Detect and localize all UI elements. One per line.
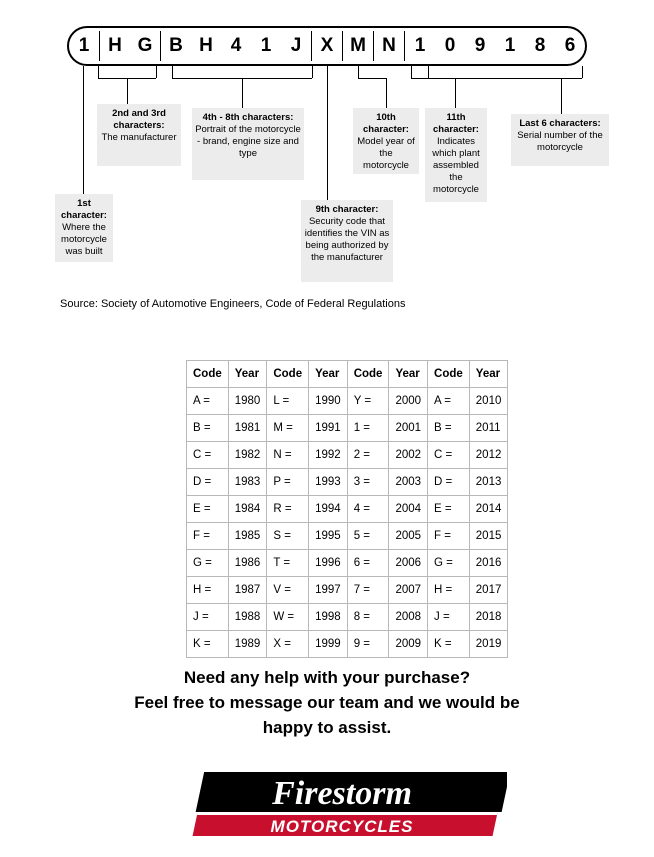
code-cell: H = (428, 577, 470, 604)
vin-diagram (0, 0, 654, 300)
callout-title: 9th character: (315, 204, 379, 215)
leader-line (358, 66, 359, 78)
code-cell: D = (187, 469, 229, 496)
year-cell: 1987 (228, 577, 267, 604)
year-cell: 2015 (469, 523, 508, 550)
callout-body: Security code that identifies the VIN as being authorized by the manufacturer (304, 216, 390, 263)
year-cell: 1992 (309, 442, 348, 469)
code-cell: G = (428, 550, 470, 577)
vin-char: J (290, 35, 302, 56)
column-header: Code (428, 361, 470, 388)
year-cell: 2017 (469, 577, 508, 604)
leader-line (327, 78, 328, 200)
year-cell: 1986 (228, 550, 267, 577)
vin-char: N (382, 35, 396, 56)
code-cell: K = (187, 631, 229, 658)
leader-line (561, 78, 562, 114)
callout-body: Portrait of the motorcycle - brand, engine size and type (195, 124, 301, 159)
year-cell: 1991 (309, 415, 348, 442)
year-cell: 1994 (309, 496, 348, 523)
logo-primary-text: Firestorm (272, 775, 412, 812)
callout-ninth-character (301, 200, 393, 282)
year-cell: 1997 (309, 577, 348, 604)
code-cell: 9 = (347, 631, 389, 658)
table-row (187, 388, 508, 415)
callout-second-third-characters (97, 104, 181, 166)
vin-char: H (108, 35, 122, 56)
callout-title: Last 6 characters: (519, 118, 601, 129)
source-note: Source: Society of Automotive Engineers, Code of Federal Regulations (60, 298, 406, 310)
vin-char: B (169, 35, 183, 56)
logo-secondary-text: MOTORCYCLES (270, 817, 414, 836)
callout-body: Model year of the motorcycle (357, 136, 415, 171)
table-row (187, 604, 508, 631)
leader-line (386, 78, 387, 108)
code-cell: D = (428, 469, 470, 496)
leader-line (242, 78, 243, 108)
year-cell: 2005 (389, 523, 428, 550)
year-cell: 2007 (389, 577, 428, 604)
year-cell: 2012 (469, 442, 508, 469)
vin-character-bar (67, 26, 587, 66)
year-cell: 2004 (389, 496, 428, 523)
code-cell: J = (187, 604, 229, 631)
code-cell: R = (267, 496, 309, 523)
year-cell: 2002 (389, 442, 428, 469)
callout-last-six-characters (511, 114, 609, 166)
year-cell: 2014 (469, 496, 508, 523)
vin-char: 1 (78, 35, 90, 56)
year-cell: 2009 (389, 631, 428, 658)
code-cell: E = (187, 496, 229, 523)
callout-first-character (55, 194, 113, 262)
callout-body: Where the motorcycle was built (61, 222, 107, 257)
year-cell: 1998 (309, 604, 348, 631)
code-cell: C = (428, 442, 470, 469)
year-cell: 1990 (309, 388, 348, 415)
table-row (187, 469, 508, 496)
code-cell: F = (428, 523, 470, 550)
year-cell: 2019 (469, 631, 508, 658)
code-cell: 4 = (347, 496, 389, 523)
leader-line (455, 78, 456, 108)
code-cell: 8 = (347, 604, 389, 631)
year-cell: 1999 (309, 631, 348, 658)
callout-title: 2nd and 3rd characters: (112, 108, 166, 131)
callout-body: Serial number of the motorcycle (517, 130, 603, 153)
code-cell: N = (267, 442, 309, 469)
callout-body: Indicates which plant assembled the motorcycle (432, 136, 480, 195)
column-header: Year (469, 361, 508, 388)
code-cell: L = (267, 388, 309, 415)
callout-body: The manufacturer (101, 132, 177, 143)
year-cell: 2006 (389, 550, 428, 577)
year-cell: 2000 (389, 388, 428, 415)
code-cell: J = (428, 604, 470, 631)
vin-char: 4 (230, 35, 242, 56)
year-cell: 1996 (309, 550, 348, 577)
year-cell: 2001 (389, 415, 428, 442)
bracket-line (428, 66, 429, 78)
help-line-1: Need any help with your purchase? (183, 668, 471, 687)
callout-fourth-eighth-characters (192, 108, 304, 180)
callout-tenth-character (353, 108, 419, 174)
year-cell: 1993 (309, 469, 348, 496)
column-header: Code (267, 361, 309, 388)
code-cell: F = (187, 523, 229, 550)
code-cell: H = (187, 577, 229, 604)
leader-line (358, 78, 386, 79)
vin-char: 1 (414, 35, 426, 56)
callout-title: 11th character: (433, 112, 479, 135)
year-cell: 1984 (228, 496, 267, 523)
year-cell: 1982 (228, 442, 267, 469)
code-cell: T = (267, 550, 309, 577)
firestorm-motorcycles-logo (177, 768, 507, 846)
vin-char: 9 (474, 35, 486, 56)
code-cell: 2 = (347, 442, 389, 469)
bracket-line (582, 66, 583, 78)
callout-eleventh-character (425, 108, 487, 202)
leader-line (411, 66, 412, 78)
callout-title: 1st character: (61, 198, 107, 221)
table-row (187, 577, 508, 604)
help-line-2: Feel free to message our team and we would be (134, 693, 520, 712)
model-year-code-table (186, 360, 508, 658)
code-cell: 3 = (347, 469, 389, 496)
vin-char: 6 (564, 35, 576, 56)
table-row (187, 496, 508, 523)
year-cell: 2011 (469, 415, 508, 442)
help-message (0, 665, 654, 740)
code-cell: V = (267, 577, 309, 604)
leader-line (83, 66, 84, 78)
vin-char: 1 (260, 35, 272, 56)
year-cell: 1980 (228, 388, 267, 415)
code-cell: K = (428, 631, 470, 658)
code-cell: B = (428, 415, 470, 442)
leader-line (83, 78, 84, 194)
table-header-row (187, 361, 508, 388)
code-cell: A = (428, 388, 470, 415)
table-row (187, 523, 508, 550)
bracket-line (312, 66, 313, 78)
code-cell: P = (267, 469, 309, 496)
bracket-line (98, 66, 99, 78)
column-header: Year (389, 361, 428, 388)
year-cell: 2010 (469, 388, 508, 415)
year-cell: 1988 (228, 604, 267, 631)
code-cell: 7 = (347, 577, 389, 604)
vin-char: 8 (534, 35, 546, 56)
bracket-line (156, 66, 157, 78)
vin-char: X (320, 35, 334, 56)
year-cell: 1983 (228, 469, 267, 496)
vin-char: G (137, 35, 153, 56)
column-header: Year (309, 361, 348, 388)
leader-line (127, 78, 128, 104)
code-cell: E = (428, 496, 470, 523)
code-cell: Y = (347, 388, 389, 415)
code-cell: B = (187, 415, 229, 442)
code-cell: 6 = (347, 550, 389, 577)
code-cell: 5 = (347, 523, 389, 550)
table-row (187, 442, 508, 469)
table-row (187, 415, 508, 442)
code-cell: C = (187, 442, 229, 469)
code-cell: M = (267, 415, 309, 442)
column-header: Code (187, 361, 229, 388)
column-header: Code (347, 361, 389, 388)
code-cell: A = (187, 388, 229, 415)
vin-char: 0 (444, 35, 456, 56)
column-header: Year (228, 361, 267, 388)
code-cell: G = (187, 550, 229, 577)
year-cell: 2018 (469, 604, 508, 631)
leader-line (327, 66, 328, 78)
year-cell: 2008 (389, 604, 428, 631)
table-row (187, 550, 508, 577)
year-cell: 2013 (469, 469, 508, 496)
vin-char: H (199, 35, 213, 56)
callout-title: 10th character: (363, 112, 409, 135)
year-cell: 1985 (228, 523, 267, 550)
callout-title: 4th - 8th characters: (202, 112, 294, 123)
vin-char: M (350, 35, 366, 56)
year-cell: 1981 (228, 415, 267, 442)
table-row (187, 631, 508, 658)
year-cell: 2016 (469, 550, 508, 577)
help-line-3: happy to assist. (262, 718, 392, 737)
code-cell: 1 = (347, 415, 389, 442)
code-cell: S = (267, 523, 309, 550)
vin-char: 1 (504, 35, 516, 56)
year-cell: 1995 (309, 523, 348, 550)
bracket-line (172, 66, 173, 78)
code-cell: X = (267, 631, 309, 658)
code-cell: W = (267, 604, 309, 631)
year-cell: 1989 (228, 631, 267, 658)
year-cell: 2003 (389, 469, 428, 496)
bracket-line (428, 78, 582, 79)
